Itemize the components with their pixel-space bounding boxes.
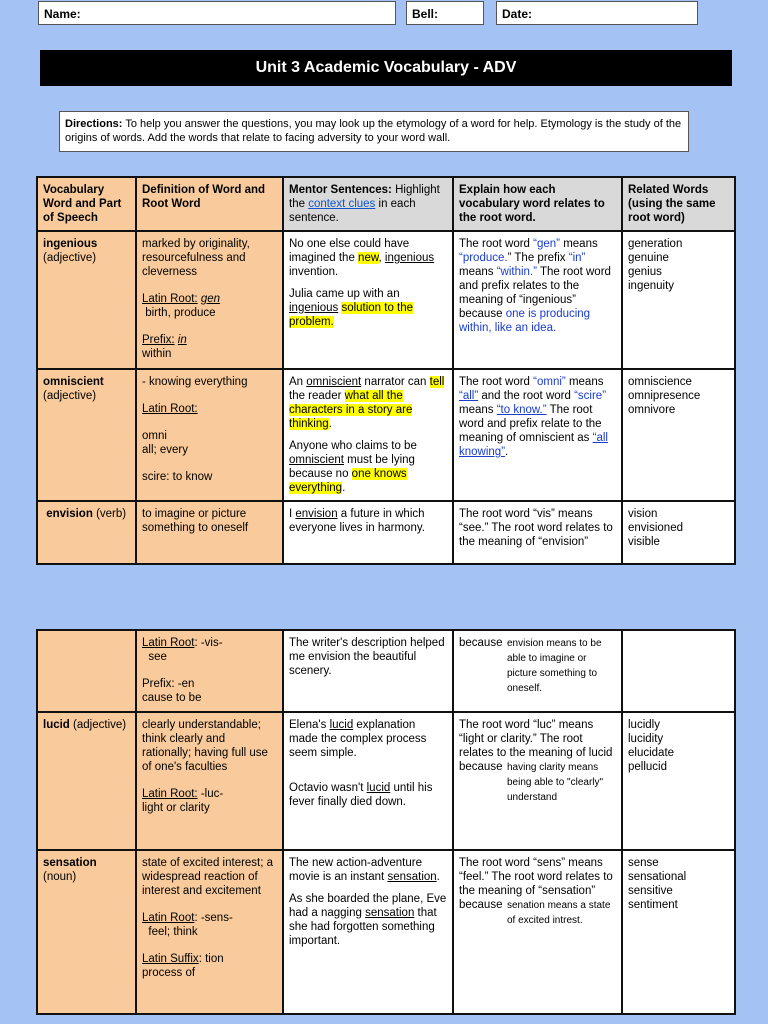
- vocab-word: sensation (noun): [37, 850, 136, 1014]
- explanation-cell: The root word “gen” means “produce.” The prefix “in” means “within.” The root word and prefix relates to the meaning of “ingenious” because one is producing within, like an idea.: [453, 231, 622, 369]
- mentor-sentences-cell: Elena's lucid explanation made the complex process seem simple. Octavio wasn't lucid until his fever finally died down.: [283, 712, 453, 850]
- definition-cell: marked by originality, resourcefulness and cleverness Latin Root: gen birth, produce Prefix: in within: [136, 231, 283, 369]
- mentor-sentences-cell: An omniscient narrator can tell the reader what all the characters in a story are thinking. Anyone who claims to be omniscient must be lying because no one knows everything.: [283, 369, 453, 501]
- mentor-sentences-cell: No one else could have imagined the new, ingenious invention. Julia came up with an ingenious solution to the problem.: [283, 231, 453, 369]
- explanation-cell: because envision means to be able to imagine or picture something to oneself.: [453, 630, 622, 712]
- vocab-word: ingenious (adjective): [37, 231, 136, 369]
- name-label: Name:: [44, 7, 81, 21]
- mentor-sentences-cell: The writer's description helped me envision the beautiful scenery.: [283, 630, 453, 712]
- col-header-mentor: Mentor Sentences: Highlight the context clues in each sentence.: [283, 177, 453, 231]
- header-row: [37, 177, 735, 231]
- table-row: [37, 231, 735, 369]
- col-header-related: Related Words (using the same root word): [622, 177, 735, 231]
- bell-label: Bell:: [412, 7, 439, 21]
- name-field[interactable]: [38, 1, 396, 25]
- table-row: [37, 630, 735, 712]
- directions-text: To help you answer the questions, you may look up the etymology of a word for help. Etymology is the study of the origins of words. Add the words that relate to facing adversity to your word wall.: [65, 118, 682, 144]
- mentor-sentences-cell: The new action-adventure movie is an instant sensation. As she boarded the plane, Eve had a nagging sensation that she had forgotten something important.: [283, 850, 453, 1014]
- date-label: Date:: [502, 7, 533, 21]
- directions-label: Directions:: [65, 118, 123, 130]
- explanation-cell: The root word “luc” means “light or clarity.” The root relates to the meaning of lucid because having clarity means being able to "clearly" understand: [453, 712, 622, 850]
- vocab-table-page-2: [36, 629, 736, 1015]
- bell-field[interactable]: [406, 1, 484, 25]
- vocab-word: envision (verb): [37, 501, 136, 564]
- related-words-cell: [622, 630, 735, 712]
- table-row: [37, 850, 735, 1014]
- explanation-cell: The root word “omni” means “all” and the root word “scire” means “to know.” The root word and prefix relate to the meaning of omniscient as “all knowing”.: [453, 369, 622, 501]
- definition-cell: - knowing everything Latin Root: omni all; every scire: to know: [136, 369, 283, 501]
- explanation-cell: The root word “sens” means “feel.” The root word relates to the meaning of “sensation” because senation means a state of excited intrest.: [453, 850, 622, 1014]
- col-header-word: Vocabulary Word and Part of Speech: [37, 177, 136, 231]
- context-clues-link[interactable]: context clues: [308, 198, 376, 210]
- col-header-explain: Explain how each vocabulary word relates to the root word.: [453, 177, 622, 231]
- table-row: [37, 369, 735, 501]
- vocab-word: omniscient (adjective): [37, 369, 136, 501]
- definition-cell: Latin Root: -vis- see Prefix: -en cause to be: [136, 630, 283, 712]
- definition-cell: clearly understandable; think clearly and rationally; having full use of one's faculties Latin Root: -luc- light or clarity: [136, 712, 283, 850]
- definition-cell: to imagine or picture something to oneself: [136, 501, 283, 564]
- related-words-cell: omniscience omnipresence omnivore: [622, 369, 735, 501]
- table-row: [37, 501, 735, 564]
- vocab-word: [37, 630, 136, 712]
- explanation-cell: The root word “vis” means “see.” The root word relates to the meaning of “envision”: [453, 501, 622, 564]
- vocab-table-page-1: [36, 176, 736, 565]
- related-words-cell: generation genuine genius ingenuity: [622, 231, 735, 369]
- definition-cell: state of excited interest; a widespread reaction of interest and excitement Latin Root: -sens- feel; think Latin Suffix: tion process of: [136, 850, 283, 1014]
- col-header-definition: Definition of Word and Root Word: [136, 177, 283, 231]
- directions-box: [59, 111, 689, 152]
- date-field[interactable]: [496, 1, 698, 25]
- table-row: [37, 712, 735, 850]
- related-words-cell: lucidly lucidity elucidate pellucid: [622, 712, 735, 850]
- vocab-word: lucid (adjective): [37, 712, 136, 850]
- mentor-sentences-cell: I envision a future in which everyone lives in harmony.: [283, 501, 453, 564]
- page-title: Unit 3 Academic Vocabulary - ADV: [40, 50, 732, 86]
- related-words-cell: sense sensational sensitive sentiment: [622, 850, 735, 1014]
- related-words-cell: vision envisioned visible: [622, 501, 735, 564]
